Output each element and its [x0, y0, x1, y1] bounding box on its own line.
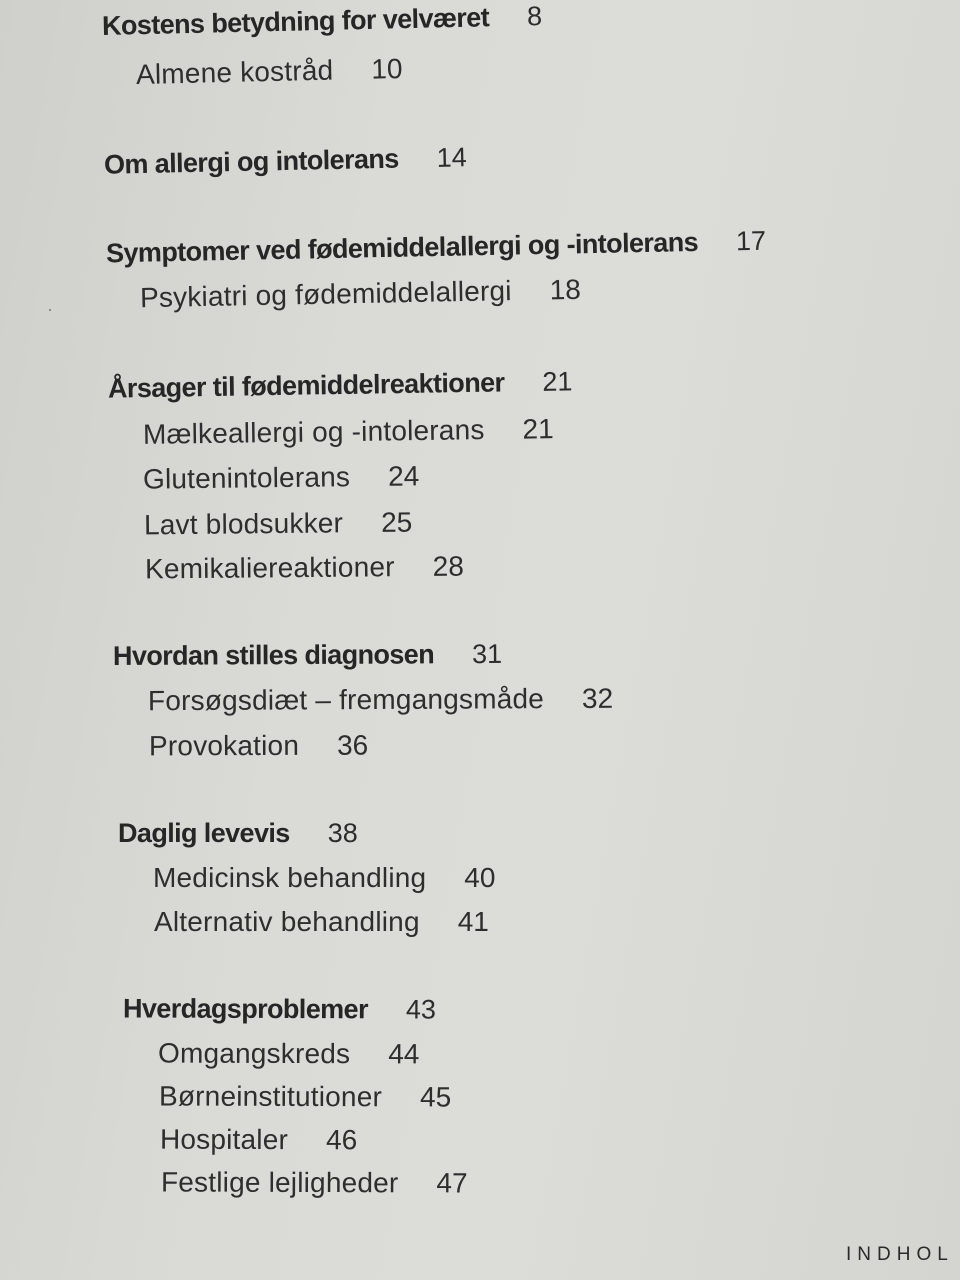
section-title: Mælkeallergi og -intolerans — [142, 414, 485, 450]
section-title: Lavt blodsukker — [143, 507, 344, 541]
toc-section — [144, 507, 413, 542]
chapter-page-number: 8 — [526, 1, 543, 32]
section-title: Provokation — [148, 729, 300, 762]
toc-section — [143, 413, 554, 451]
chapter-title: Om allergi og intolerans — [103, 143, 399, 180]
toc-section — [149, 730, 368, 763]
chapter-title: Kostens betydning for velværet — [101, 2, 490, 41]
section-page-number: 47 — [436, 1167, 468, 1199]
chapter-page-number: 14 — [436, 142, 467, 173]
section-page-number: 28 — [432, 550, 464, 582]
toc-section — [158, 1038, 420, 1071]
section-title: Glutenintolerans — [142, 461, 351, 495]
section-page-number: 18 — [549, 273, 582, 306]
section-page-number: 25 — [380, 506, 413, 538]
section-page-number: 40 — [464, 862, 496, 893]
section-title: Forsøgsdiæt – fremgangsmåde — [147, 683, 545, 717]
section-page-number: 46 — [326, 1124, 358, 1156]
section-page-number: 32 — [581, 682, 614, 714]
section-page-number: 41 — [457, 906, 489, 937]
toc-section — [140, 274, 581, 314]
toc-chapter — [108, 366, 573, 404]
chapter-title: Hverdagsproblemer — [122, 993, 368, 1025]
toc-section — [145, 551, 464, 586]
section-page-number: 21 — [522, 413, 554, 445]
toc-section — [148, 683, 613, 717]
toc-section — [136, 53, 403, 91]
section-page-number: 45 — [419, 1081, 452, 1113]
chapter-page-number: 38 — [327, 818, 358, 848]
chapter-page-number: 31 — [471, 638, 503, 670]
section-title: Hospitaler — [159, 1123, 289, 1156]
running-footer: INDHOL — [846, 1244, 954, 1265]
toc-section — [154, 906, 489, 938]
section-page-number: 36 — [337, 729, 369, 761]
section-title: Børneinstitutioner — [158, 1080, 383, 1113]
chapter-page-number: 17 — [735, 225, 767, 257]
toc-section — [153, 862, 495, 894]
toc-chapter — [123, 993, 436, 1025]
section-title: Festlige lejligheder — [160, 1166, 399, 1199]
section-title: Almene kostråd — [135, 54, 334, 91]
toc-chapter — [118, 818, 358, 849]
section-page-number: 10 — [370, 52, 403, 85]
toc-section — [143, 460, 420, 495]
toc-section — [159, 1080, 451, 1113]
section-title: Alternativ behandling — [154, 906, 420, 937]
chapter-page-number: 43 — [405, 994, 436, 1025]
chapter-title: Daglig levevis — [118, 818, 290, 848]
section-title: Omgangskreds — [157, 1037, 351, 1070]
toc-chapter — [113, 639, 502, 672]
toc-chapter — [102, 1, 543, 42]
section-page-number: 24 — [387, 460, 420, 492]
section-title: Psykiatri og fødemiddelallergi — [139, 275, 512, 314]
section-title: Kemikaliereaktioner — [144, 551, 395, 585]
toc-section — [161, 1166, 468, 1199]
toc-chapter — [106, 226, 767, 270]
chapter-title: Symptomer ved fødemiddelallergi og -intolerans — [105, 226, 699, 269]
chapter-title: Hvordan stilles diagnosen — [112, 639, 435, 672]
chapter-title: Årsager til fødemiddelreaktioner — [107, 367, 505, 404]
section-page-number: 44 — [388, 1038, 420, 1070]
toc-section — [160, 1124, 357, 1157]
section-title: Medicinsk behandling — [153, 862, 427, 893]
toc-chapter — [104, 142, 467, 181]
chapter-page-number: 21 — [542, 366, 573, 397]
